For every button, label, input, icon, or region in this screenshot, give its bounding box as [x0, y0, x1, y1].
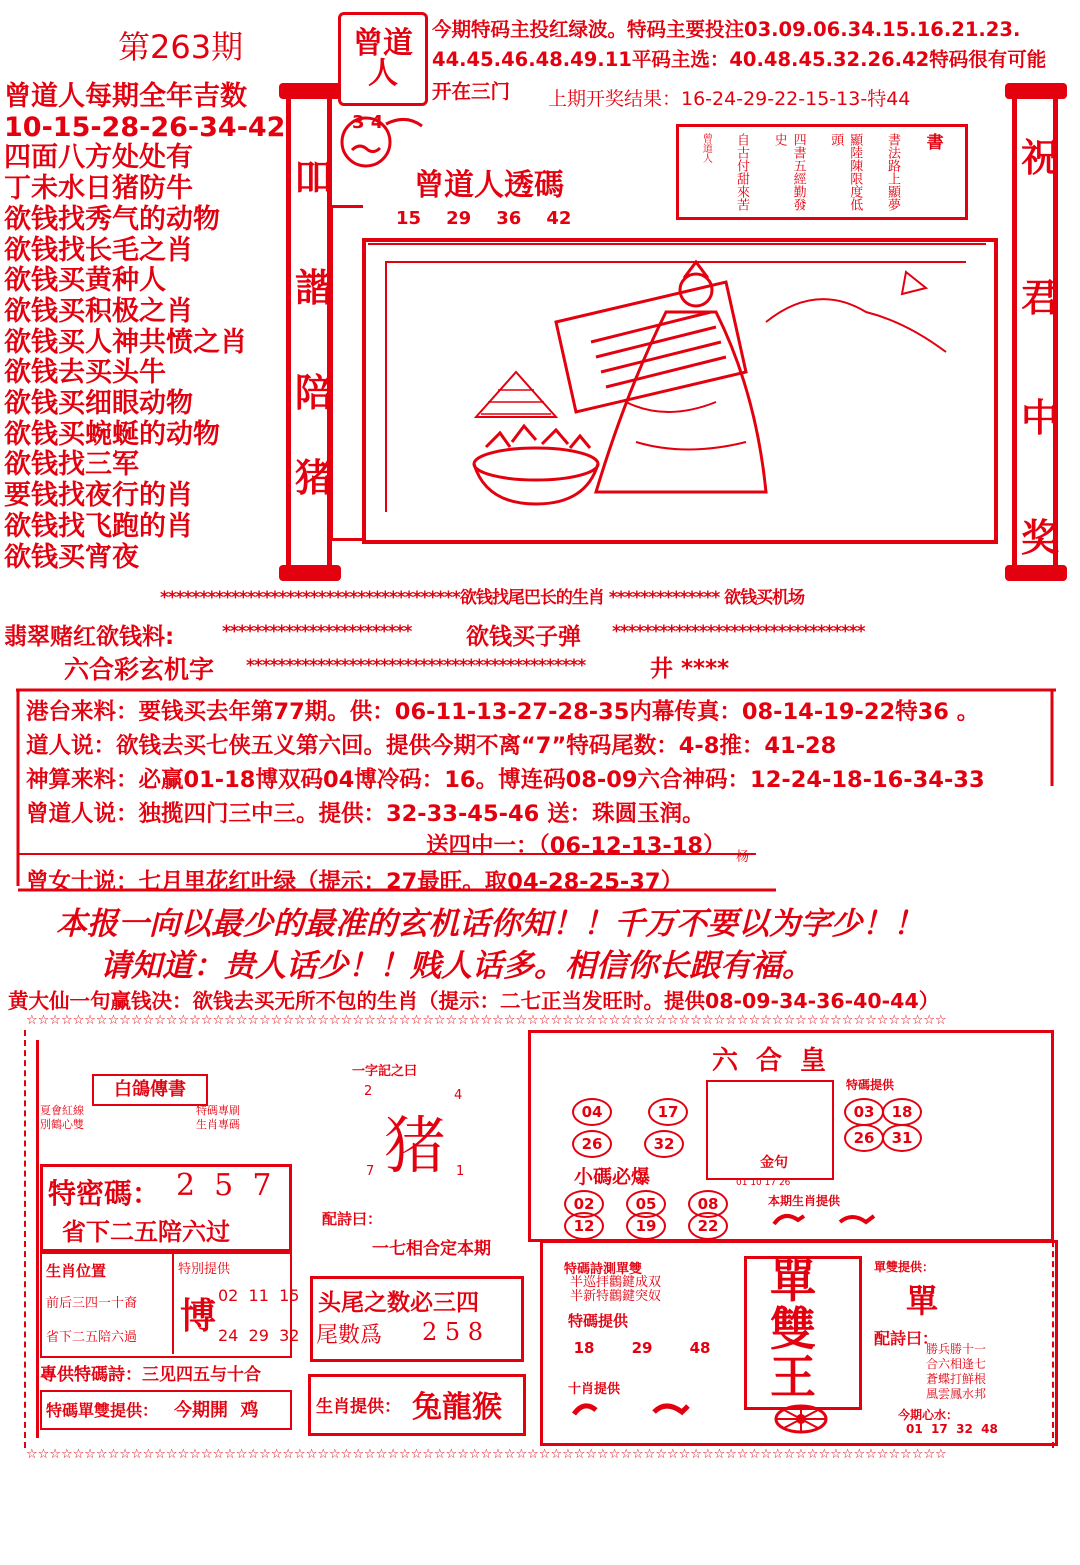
number-ball: 22	[688, 1212, 728, 1240]
number-ball: 04	[572, 1098, 612, 1126]
dan-char: 單	[906, 1282, 939, 1320]
info-line: 送四中一：（06-12-13-18）	[426, 833, 726, 859]
position-label: 生肖位置	[46, 1262, 107, 1280]
number-ball: 08	[688, 1190, 728, 1218]
scroll-char: 猪	[295, 456, 334, 500]
tip-item: 曾道人每期全年吉数	[4, 81, 247, 112]
scroll-char: 祝	[1021, 136, 1060, 180]
number-ball: 26	[572, 1130, 612, 1158]
tip-item: 欲钱买黄种人	[4, 265, 166, 297]
seal-logo	[338, 12, 428, 106]
pigeon-sub-left: 夏會紅線 別鶴心雙	[40, 1104, 84, 1131]
big-char: 單	[770, 1254, 816, 1308]
scroll-char: 中	[1021, 396, 1060, 440]
tail-label: 尾數爲	[316, 1323, 383, 1348]
info-line: 道人说：欲钱去买七侠五义第六回。提供今期不离“7”特码尾数：4-8推：41-28	[26, 733, 837, 759]
tip-item: 欲钱买细眼动物	[4, 388, 193, 420]
scroll-char: 諧	[295, 266, 334, 310]
number-ball: 02	[564, 1190, 604, 1218]
riddle-label-jade: 翡翠赌红欲钱料:	[4, 624, 175, 650]
zodiac-char: 猪	[384, 1109, 447, 1182]
zodiac-animals-icon	[770, 1210, 880, 1230]
issue-number: 第263期	[118, 28, 244, 66]
oddeven-header: 特碼詩測單雙	[564, 1262, 643, 1277]
poem-line: 風雲鳳水邦	[926, 1387, 987, 1401]
star-border-left	[24, 1030, 34, 1448]
number-ball: 32	[644, 1130, 684, 1158]
poem-label: 配詩曰：	[874, 1329, 939, 1348]
oddeven-sub: 半巡拝鸛鍵成双 半新特鸛鍵突奴	[570, 1275, 662, 1304]
zodiac-period-label: 本期生肖提供	[768, 1194, 841, 1208]
number-ball: 05	[626, 1190, 666, 1218]
right-scroll	[1012, 92, 1058, 572]
poem-label: 配詩曰：	[322, 1210, 383, 1228]
scroll-cap	[1005, 565, 1067, 581]
poem-line: 勝兵勝十一	[926, 1342, 987, 1356]
tip-item: 四面八方处处有	[4, 142, 193, 174]
big-char: 雙	[770, 1302, 816, 1356]
tip-item: 欲钱买宵夜	[4, 541, 139, 573]
special-char: 博	[180, 1296, 217, 1337]
scroll-cap	[279, 565, 341, 581]
riddle-mystic-char: 井 ****	[650, 656, 730, 682]
number-ball: 03	[844, 1098, 884, 1126]
frame-edge	[330, 205, 363, 541]
tip-item: 欲钱买积极之肖	[4, 295, 193, 327]
small-code-label: 小碼必爆	[574, 1166, 651, 1188]
special-nums-1: 02 11 15	[218, 1286, 300, 1305]
left-scroll	[286, 92, 332, 572]
scholar-illustration	[366, 242, 994, 540]
flower-icon	[774, 1404, 828, 1434]
number-ball: 31	[882, 1124, 922, 1152]
number-ball: 29	[631, 1339, 653, 1357]
left-tips-list	[4, 81, 286, 573]
info-line: 曾女士说：七月里花红叶绿（提示：27最旺。取04-28-25-37）	[26, 869, 684, 895]
dan-label: 單雙提供：	[874, 1260, 935, 1274]
slogan-line: 本报一向以最少的最准的玄机话你知！！千万不要以为字少！！	[56, 906, 924, 942]
last-result: 上期开奖结果：16-24-29-22-15-13-特44	[548, 88, 911, 110]
corner-num: 4	[454, 1088, 463, 1103]
riddle-line-1: **************************************欲钱找尾巴长的生肖 ************** 欲钱买机场	[160, 588, 805, 608]
pigeon-header: 白鴿傳書	[92, 1074, 208, 1106]
big-char: 王	[770, 1350, 816, 1404]
zodiac-offer-label: 生肖提供：	[316, 1397, 401, 1417]
tema-hint: 省下二五陪六过	[62, 1217, 230, 1246]
riddle-stars: *******************************************	[246, 656, 586, 676]
scroll-char: 奖	[1021, 516, 1060, 560]
liuhe-title: 六合皇	[712, 1046, 845, 1076]
riddle-label-mystic: 六合彩玄机字	[64, 655, 215, 684]
tema-label: 特密碼：	[48, 1177, 161, 1210]
position-text-2: 省下二五陪六過	[46, 1330, 138, 1345]
riddle-stars: ********************************	[612, 622, 865, 642]
poem-col: 四書五經勤發史	[771, 133, 806, 211]
number-ball: 19	[626, 1212, 666, 1240]
tip-item: 欲钱找长毛之肖	[4, 234, 193, 266]
top-line-2: 44.45.46.48.49.11平码主选：40.48.45.32.26.42特码很有可能	[432, 48, 1047, 71]
poem-col: 顯陸陳限度低頭	[828, 133, 863, 211]
ball-number: 3 4	[352, 112, 384, 133]
oddeven-value: 今期開 鸡	[174, 1400, 259, 1421]
poem-col: 曾道人	[700, 133, 712, 163]
bottom-nums: 01 10 17 26	[736, 1178, 791, 1188]
corner-num: 7	[366, 1164, 375, 1179]
poem-line: 合六相逢七	[926, 1357, 987, 1371]
heart-water-value: 01 17 32 48	[906, 1422, 998, 1436]
number-ball: 12	[564, 1212, 604, 1240]
position-text: 前后三四一十裔	[46, 1296, 138, 1311]
tip-item: 欲钱去买头牛	[4, 357, 166, 389]
divider	[172, 1252, 174, 1354]
number-ball: 17	[648, 1098, 688, 1126]
poem-lines	[926, 1342, 986, 1402]
ten-zodiac-label: 十肖提供	[568, 1382, 621, 1397]
poem-line: 蒼蝶打鮮根	[926, 1372, 987, 1386]
riddle-stars: ************************	[222, 622, 412, 642]
tip-item: 欲钱找飞跑的肖	[4, 510, 193, 542]
special-label: 特別提供	[178, 1262, 231, 1277]
tema-offer-label: 特碼提供	[568, 1312, 629, 1330]
number-ball: 26	[844, 1124, 884, 1152]
info-line: 港台来料：要钱买去年第77期。供：06-11-13-27-28-35内幕传真：08-14-19-22特36 。	[26, 699, 980, 725]
slogan-line: 请知道：贵人话少！！贱人话多。相信你长跟有福。	[100, 948, 813, 984]
huang-tip: 黄大仙一句赢钱决：欲钱去买无所不包的生肖（提示：二七正当发旺时。提供08-09-34-36-40-44）	[8, 989, 940, 1013]
tema-poem: 專供特碼詩：三见四五与十合	[40, 1365, 261, 1385]
tip-item: 欲钱找秀气的动物	[4, 203, 220, 235]
poem-text: 一七相合定本期	[372, 1239, 491, 1259]
picture-numbers: 15 29 36 42	[396, 208, 572, 229]
scroll-cap	[279, 83, 341, 99]
special-nums-2: 24 29 32	[218, 1326, 300, 1345]
scroll-cap	[1005, 83, 1067, 99]
tip-item: 10-15-28-26-34-42	[4, 111, 286, 143]
info-line: 神算来料：必赢01-18博双码04博冷码：16。博连码08-09六合神码：12-24-18-16-34-33	[26, 767, 985, 793]
head-tail-text: 头尾之数必三四	[318, 1290, 479, 1316]
tip-item: 欲钱找三军	[4, 449, 139, 481]
heart-water-label: 今期心水：	[898, 1408, 959, 1422]
corner-num: 2	[364, 1084, 373, 1099]
zodiac-offer-value: 兔龍猴	[412, 1390, 502, 1425]
scroll-char: 陪	[295, 371, 334, 415]
scroll-char: 吅	[295, 156, 334, 200]
top-line-1: 今期特码主投红绿波。特码主要投注03.09.06.34.15.16.21.23.	[432, 18, 1021, 41]
picture-title: 曾道人透碼	[414, 168, 564, 203]
tip-item: 欲钱买人神共愤之肖	[4, 326, 247, 358]
poem-col: 書法路上顯夢	[884, 133, 900, 211]
tip-item: 要钱找夜行的肖	[4, 480, 193, 512]
number-ball: 18	[573, 1339, 595, 1357]
oddeven-label: 特碼單雙提供：	[46, 1401, 159, 1420]
top-line-3: 开在三门	[432, 80, 511, 103]
riddle-bullet: 欲钱买子弹	[466, 624, 581, 650]
tail-value: 2 5 8	[422, 1318, 484, 1346]
info-note: 杨	[736, 850, 750, 865]
seal-text: 曾道人	[353, 26, 413, 91]
tema-offer-label: 特碼提供	[846, 1078, 895, 1092]
star-border: ☆☆☆☆☆☆☆☆☆☆☆☆☆☆☆☆☆☆☆☆☆☆☆☆☆☆☆☆☆☆☆☆☆☆☆☆☆☆☆☆☆☆☆☆☆☆☆☆☆☆☆☆☆☆☆☆☆☆☆☆☆☆☆☆☆☆☆☆☆☆☆☆☆☆☆☆☆☆☆	[26, 1448, 947, 1462]
corner-num: 1	[456, 1164, 465, 1179]
poem-col: 自古付甜來苦	[733, 133, 749, 211]
one-char-label: 一字記之曰	[352, 1064, 418, 1079]
number-ball: 48	[689, 1339, 711, 1357]
number-ball: 18	[882, 1098, 922, 1126]
tip-item: 欲钱买蜿蜒的动物	[4, 418, 220, 450]
star-border: ☆☆☆☆☆☆☆☆☆☆☆☆☆☆☆☆☆☆☆☆☆☆☆☆☆☆☆☆☆☆☆☆☆☆☆☆☆☆☆☆☆☆☆☆☆☆☆☆☆☆☆☆☆☆☆☆☆☆☆☆☆☆☆☆☆☆☆☆☆☆☆☆☆☆☆☆☆☆☆	[26, 1014, 947, 1028]
tip-item: 丁未水日猪防牛	[4, 173, 193, 205]
quote-label: 金句	[760, 1155, 788, 1171]
scroll-char: 君	[1021, 276, 1060, 320]
zodiac-animals-icon	[570, 1398, 690, 1422]
poem-col: 書	[922, 133, 943, 150]
tema-value: 2 5 7	[176, 1168, 272, 1203]
illustration-frame	[362, 238, 998, 544]
poem-box	[676, 124, 968, 220]
pigeon-sub-right: 特碼專刷 生肖專碼	[196, 1104, 240, 1131]
info-line: 曾道人说：独揽四门三中三。提供：32-33-45-46 送：珠圆玉润。	[26, 801, 705, 827]
